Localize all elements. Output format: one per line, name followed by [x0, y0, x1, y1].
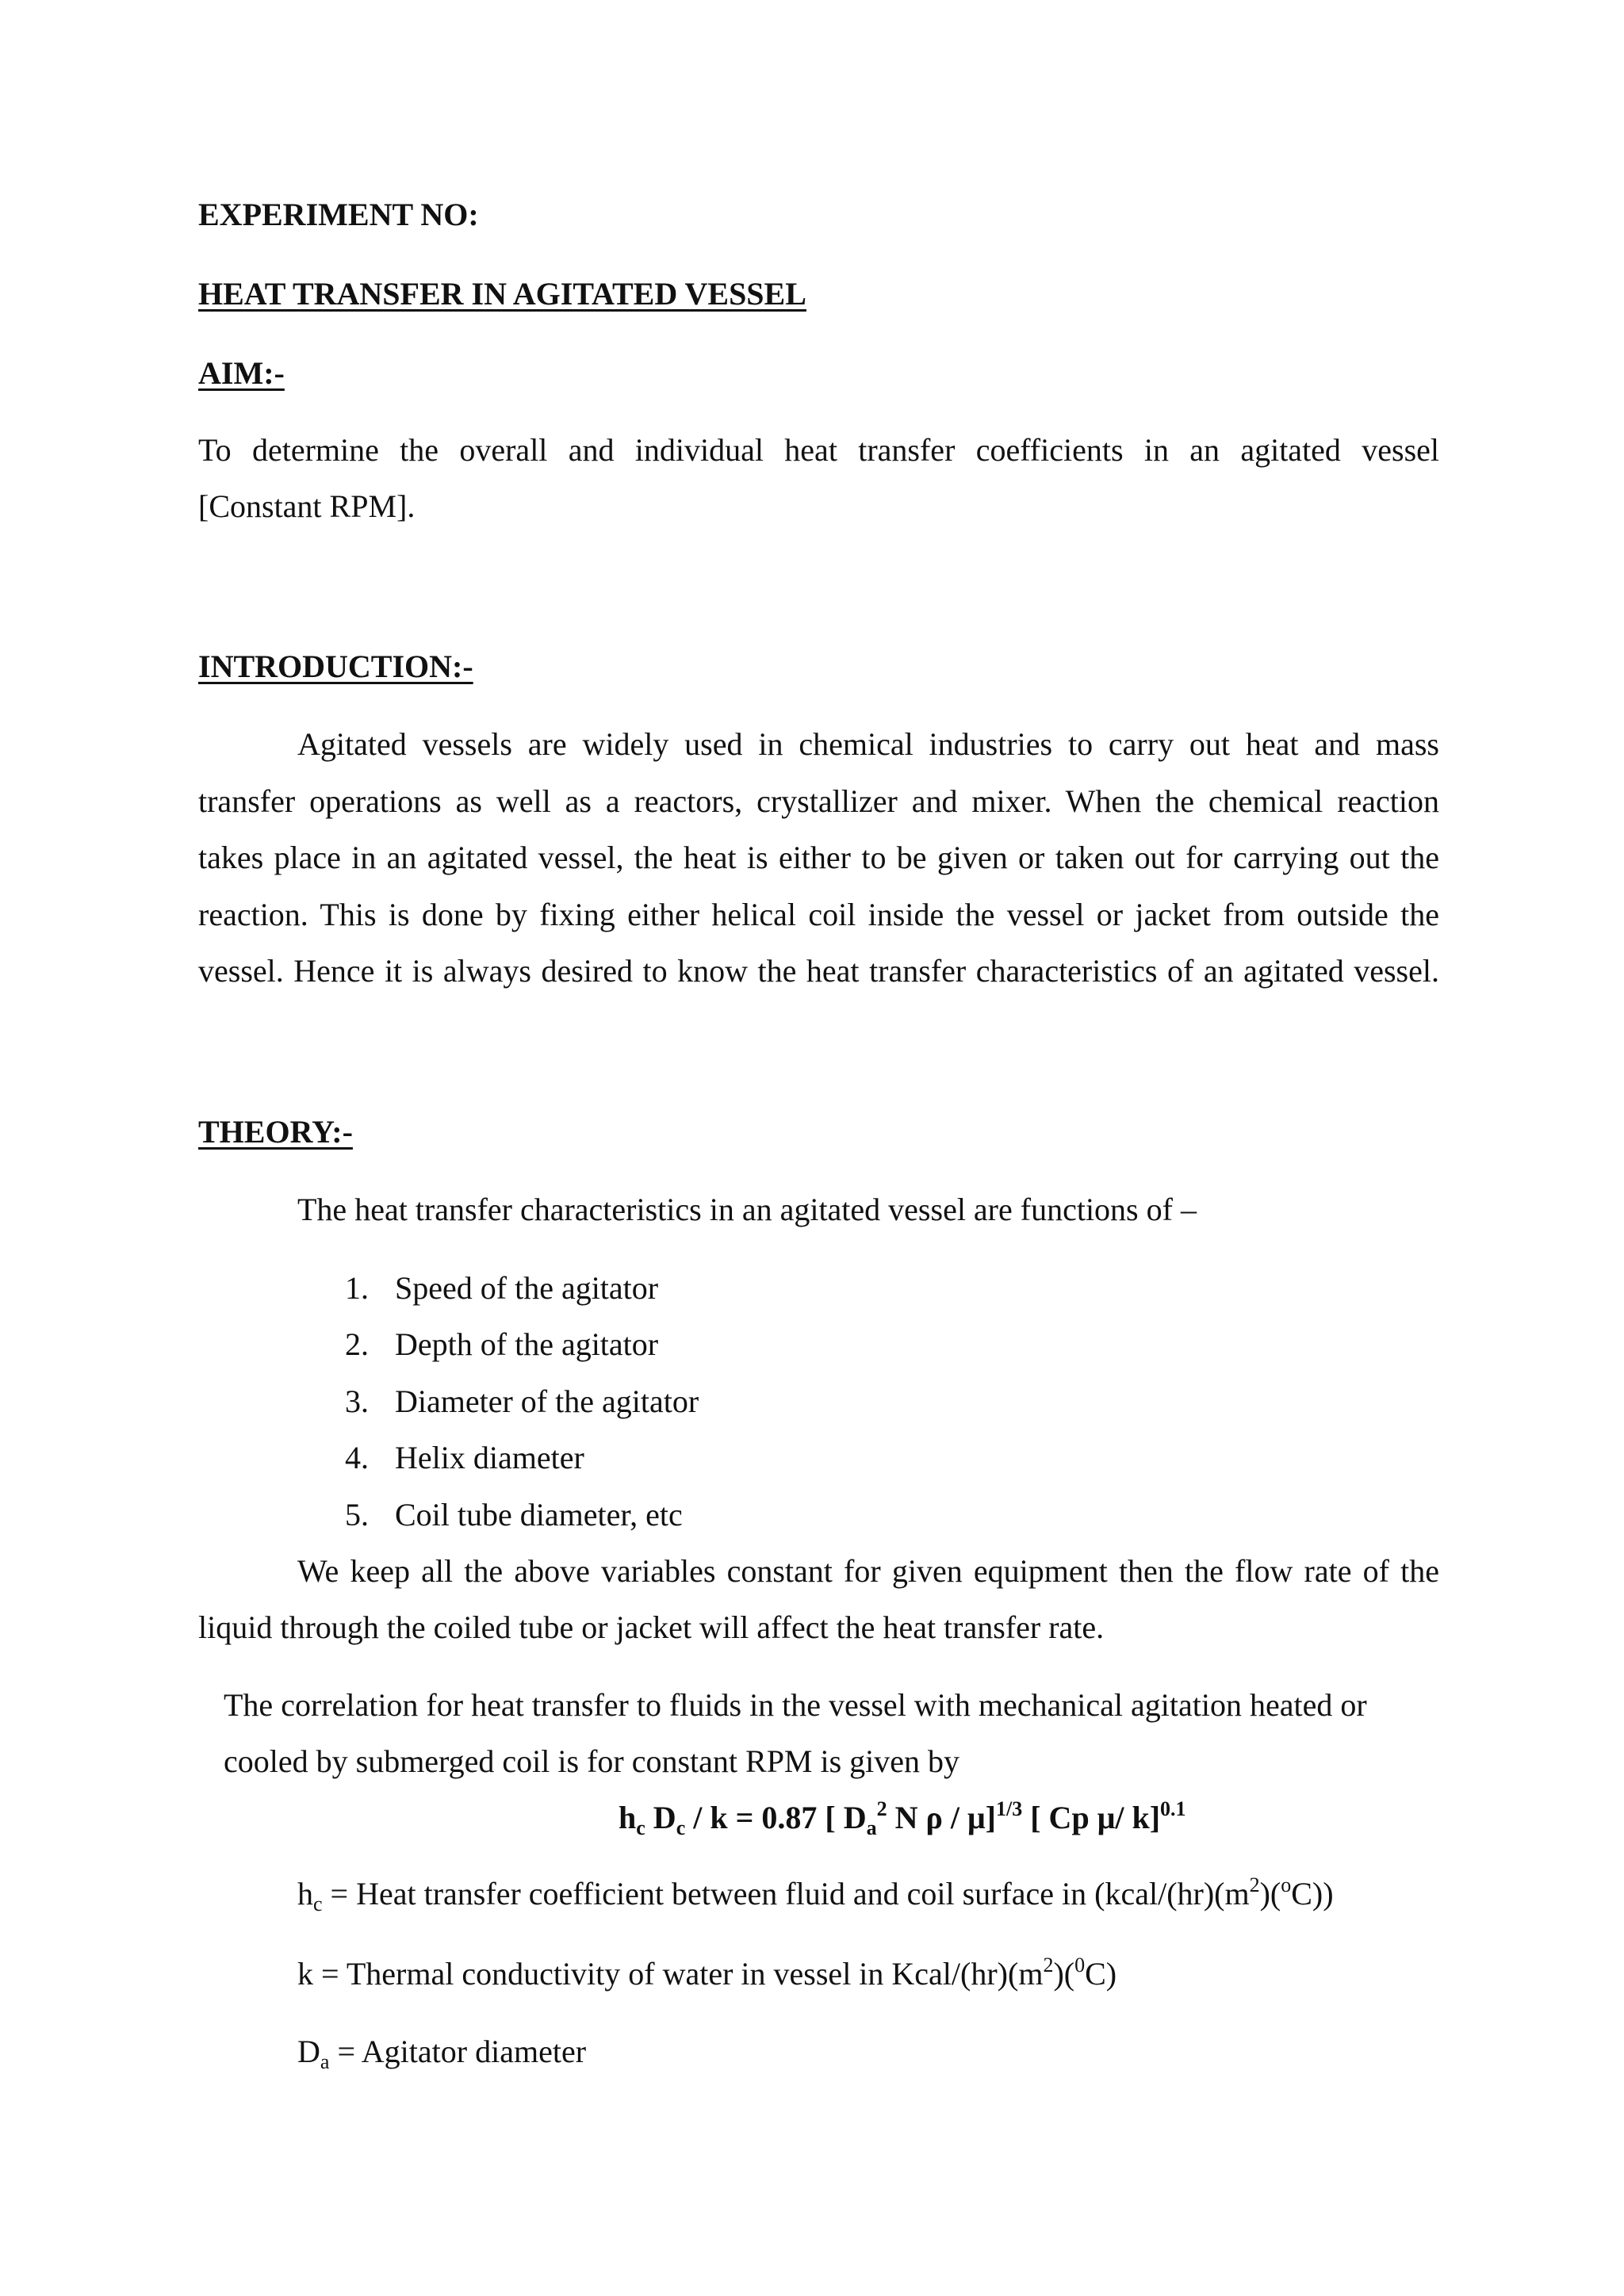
- experiment-title: HEAT TRANSFER IN AGITATED VESSEL: [198, 276, 806, 312]
- correlation-equation: $h_c$ $D_c / k = 0.87$ [ $D_a^2$ N ρ / μ]$^{1/3}$ [ Cp μ/ k]$^{0.1}$: [619, 1797, 1186, 1839]
- list-item: [345, 1497, 683, 1533]
- theory-heading: THEORY:-: [198, 1114, 353, 1150]
- list-text: Diameter of the agitator: [395, 1383, 699, 1419]
- aim-line-1: To determine the overall and individual heat transfer coefficients in an agitated vessel: [198, 432, 1439, 468]
- intro-line-4: reaction. This is done by fixing either helical coil inside the vessel or jacket from outside the: [198, 897, 1439, 932]
- intro-line-2: transfer operations as well as a reactors, crystallizer and mixer. When the chemical reaction: [198, 783, 1439, 819]
- list-item: [345, 1326, 658, 1363]
- list-number: 5.: [345, 1497, 369, 1533]
- experiment-no-label: EXPERIMENT NO:: [198, 197, 479, 232]
- introduction-heading: INTRODUCTION:-: [198, 649, 473, 684]
- theory-para3-line-2: cooled by submerged coil is for constant RPM is given by: [224, 1743, 960, 1779]
- intro-line-5: vessel. Hence it is always desired to know the heat transfer characteristics of an agitated vessel.: [198, 953, 1439, 989]
- theory-intro: The heat transfer characteristics in an agitated vessel are functions of –: [297, 1192, 1197, 1227]
- list-text: Coil tube diameter, etc: [395, 1497, 683, 1533]
- list-text: Speed of the agitator: [395, 1270, 659, 1306]
- theory-para3-line-1: The correlation for heat transfer to fluids in the vessel with mechanical agitation heated or: [224, 1687, 1367, 1723]
- intro-line-3: takes place in an agitated vessel, the heat is either to be given or taken out for carrying out the: [198, 840, 1439, 875]
- list-text: Depth of the agitator: [395, 1326, 659, 1362]
- list-text: Helix diameter: [395, 1440, 584, 1475]
- definition-hc: $h_c$ = Heat transfer coefficient between fluid and coil surface in $(kcal/(hr)(m^2)(^oC))$: [297, 1873, 1334, 1915]
- definition-da: $D_a$ = Agitator diameter: [297, 2034, 587, 2073]
- list-number: 1.: [345, 1270, 369, 1306]
- intro-line-1: Agitated vessels are widely used in chemical industries to carry out heat and mass: [297, 726, 1439, 762]
- list-number: 2.: [345, 1326, 369, 1362]
- theory-para2-line-1: We keep all the above variables constant for given equipment then the flow rate of the: [297, 1553, 1439, 1589]
- list-item: [345, 1440, 584, 1476]
- definition-k: k = Thermal conductivity of water in vessel in Kcal/$(hr)(m^2)(^0C)$: [297, 1954, 1117, 1992]
- list-number: 4.: [345, 1440, 369, 1475]
- aim-heading: AIM:-: [198, 355, 285, 391]
- aim-line-2: [Constant RPM].: [198, 488, 416, 524]
- theory-para2-line-2: liquid through the coiled tube or jacket will affect the heat transfer rate.: [198, 1609, 1105, 1645]
- list-number: 3.: [345, 1383, 369, 1419]
- list-item: [345, 1383, 699, 1420]
- list-item: [345, 1270, 658, 1307]
